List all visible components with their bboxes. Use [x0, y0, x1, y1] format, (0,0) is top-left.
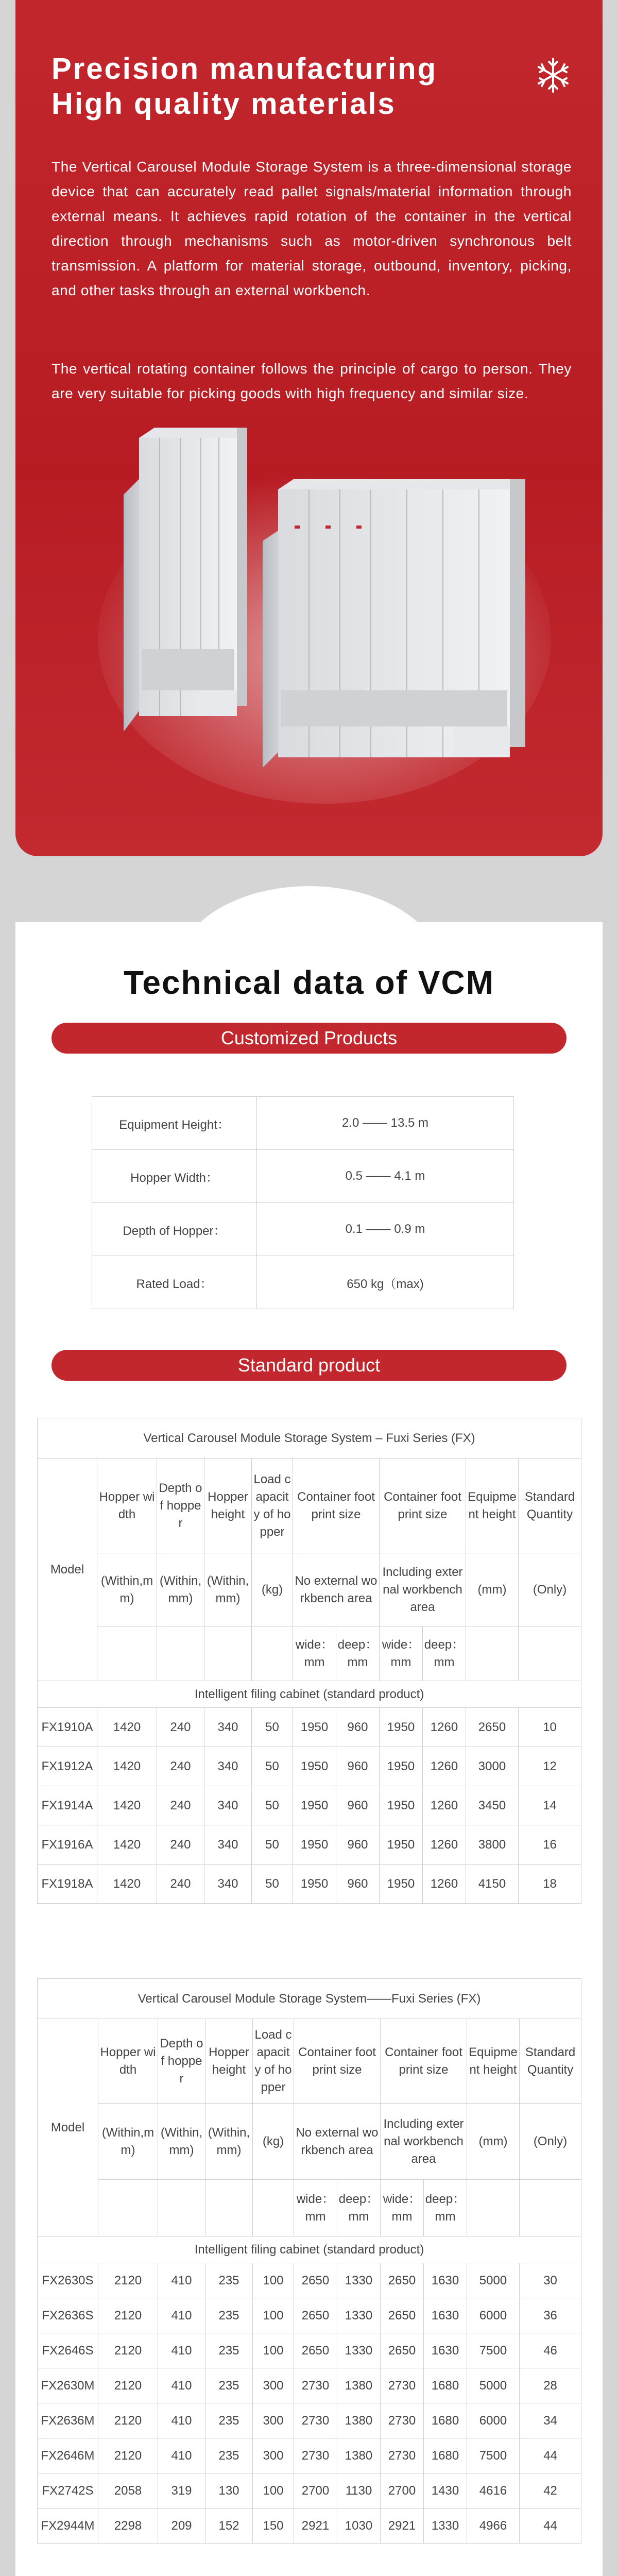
table-cell: 340	[204, 1786, 252, 1825]
table-cell: 2650	[294, 2333, 337, 2368]
dim-deep: deep：mm	[336, 1626, 380, 1681]
table-cell: 2120	[98, 2333, 158, 2368]
table-cell: 960	[336, 1825, 380, 1865]
table-cell: 1950	[293, 1708, 336, 1747]
header-model: Model	[38, 1459, 97, 1681]
table-cell: 960	[336, 1786, 380, 1825]
unit-hopper-height: (Within,mm)	[204, 1553, 252, 1626]
unit-load: (kg)	[253, 2104, 294, 2180]
table-cell: 152	[205, 2509, 253, 2544]
table-cell: 1950	[293, 1786, 336, 1825]
table-cell: 1380	[337, 2438, 381, 2473]
unit-standard-quantity: (Only)	[520, 2104, 581, 2180]
hero-description-secondary: The vertical rotating container follows the principle of cargo to person. They are very suitable for picking goods with high frequency and similar size.	[52, 361, 572, 401]
header-equipment-height: Equipment height	[467, 2019, 520, 2104]
table-cell: 1630	[424, 2298, 467, 2333]
table-row	[92, 1203, 514, 1256]
table-cell: 235	[205, 2333, 253, 2368]
unit-hopper-width: (Within,mm)	[98, 2104, 158, 2180]
dim-wide: wide：mm	[381, 2180, 424, 2236]
table-cell: 410	[158, 2403, 205, 2438]
table-row	[38, 1786, 581, 1825]
table-cell: 100	[253, 2473, 294, 2509]
header-depth: Depth of hopper	[157, 1459, 204, 1553]
table-row	[38, 1708, 581, 1747]
table-cell: 235	[205, 2403, 253, 2438]
carousel-product-image	[93, 422, 556, 804]
header-footprint-workbench: Container footprint size	[381, 2019, 467, 2104]
empty-cell	[252, 1626, 293, 1681]
table-cell: 50	[252, 1786, 293, 1825]
spec-value: 0.5 —— 4.1 m	[257, 1150, 514, 1203]
table-subcaption: Intelligent filing cabinet (standard product)	[38, 2236, 581, 2263]
table-cell: 319	[158, 2473, 205, 2509]
table-row	[38, 2473, 581, 2509]
table-row	[92, 1150, 514, 1203]
model-cell: FX2646S	[38, 2333, 98, 2368]
table-cell: 2120	[98, 2438, 158, 2473]
hero-title-line2: High quality materials	[52, 87, 396, 121]
table-cell: 300	[253, 2403, 294, 2438]
table-cell: 50	[252, 1865, 293, 1904]
table-cell: 340	[204, 1747, 252, 1786]
spec-key: Rated Load：	[92, 1256, 257, 1309]
table-cell: 4966	[467, 2509, 520, 2544]
table-cell: 6000	[467, 2403, 520, 2438]
unit-equipment-height: (mm)	[466, 1553, 519, 1626]
model-cell: FX1914A	[38, 1786, 97, 1825]
spec-value: 2.0 —— 13.5 m	[257, 1097, 514, 1150]
unit-footprint: No external workbench area	[293, 1553, 380, 1626]
table-cell: 1680	[424, 2438, 467, 2473]
header-footprint-workbench: Container footprint size	[380, 1459, 466, 1553]
header-standard-quantity: Standard Quantity	[520, 2019, 581, 2104]
header-load: Load capacity of hopper	[252, 1459, 293, 1553]
table-cell: 2650	[466, 1708, 519, 1747]
table-cell: 1260	[423, 1708, 466, 1747]
table-cell: 1950	[293, 1825, 336, 1865]
table-cell: 5000	[467, 2263, 520, 2298]
table-cell: 2120	[98, 2263, 158, 2298]
table-cell: 235	[205, 2298, 253, 2333]
table-cell: 1330	[337, 2298, 381, 2333]
table-cell: 1030	[337, 2509, 381, 2544]
table-cell: 2650	[294, 2298, 337, 2333]
unit-load: (kg)	[252, 1553, 293, 1626]
unit-equipment-height: (mm)	[467, 2104, 520, 2180]
table-cell: 2650	[381, 2333, 424, 2368]
table-cell: 209	[158, 2509, 205, 2544]
table-row	[38, 2333, 581, 2368]
table-cell: 2298	[98, 2509, 158, 2544]
table-cell: 2921	[381, 2509, 424, 2544]
table-cell: 240	[157, 1865, 204, 1904]
empty-cell	[97, 1626, 157, 1681]
model-cell: FX2742S	[38, 2473, 98, 2509]
empty-cell	[466, 1626, 519, 1681]
table-cell: 3800	[466, 1825, 519, 1865]
model-cell: FX2646M	[38, 2438, 98, 2473]
header-load: Load capacity of hopper	[253, 2019, 294, 2104]
table-cell: 14	[519, 1786, 581, 1825]
table-cell: 1950	[380, 1708, 423, 1747]
header-footprint: Container footprint size	[293, 1459, 380, 1553]
table-cell: 50	[252, 1825, 293, 1865]
table-cell: 410	[158, 2263, 205, 2298]
unit-footprint-workbench: Including external workbench area	[380, 1553, 466, 1626]
empty-cell	[157, 1626, 204, 1681]
dim-wide: wide：mm	[380, 1626, 423, 1681]
dim-deep: deep：mm	[424, 2180, 467, 2236]
model-cell: FX2636S	[38, 2298, 98, 2333]
section-title: Technical data of VCM	[123, 964, 495, 1001]
table-cell: 1380	[337, 2368, 381, 2403]
table-cell: 1260	[423, 1865, 466, 1904]
table-cell: 1420	[97, 1865, 157, 1904]
table-cell: 1260	[423, 1747, 466, 1786]
table-cell: 410	[158, 2298, 205, 2333]
model-cell: FX2636M	[38, 2403, 98, 2438]
spec-value: 650 kg（max)	[257, 1256, 514, 1309]
panel-notch	[178, 886, 440, 969]
table-cell: 1680	[424, 2403, 467, 2438]
table-cell: 2730	[294, 2438, 337, 2473]
header-hopper-width: Hopper width	[97, 1459, 157, 1553]
table-cell: 410	[158, 2438, 205, 2473]
header-hopper-height: Hopper height	[205, 2019, 253, 2104]
table-cell: 100	[253, 2263, 294, 2298]
hero-description: The Vertical Carousel Module Storage System is a three-dimensional storage device that can accurately read pallet signals/material information through external means. It achieves rapid rotation of the container in the vertical direction through mechanisms such as motor-driven synchronous belt transmission. A platform for material storage, outbound, inventory, picking, and other tasks through an external workbench.	[52, 159, 572, 298]
table-cell: 150	[253, 2509, 294, 2544]
table-cell: 1420	[97, 1708, 157, 1747]
table-cell: 2730	[381, 2403, 424, 2438]
table-cell: 2120	[98, 2403, 158, 2438]
spec-key: Equipment Height：	[92, 1097, 257, 1150]
model-cell: FX2630M	[38, 2368, 98, 2403]
table-row	[38, 1865, 581, 1904]
empty-cell	[98, 2180, 158, 2236]
hero-title-line1: Precision manufacturing	[52, 52, 438, 86]
dim-deep: deep：mm	[337, 2180, 381, 2236]
header-hopper-width: Hopper width	[98, 2019, 158, 2104]
table-cell: 1420	[97, 1747, 157, 1786]
table-cell: 240	[157, 1825, 204, 1865]
table-cell: 1950	[293, 1747, 336, 1786]
table-cell: 10	[519, 1708, 581, 1747]
table-cell: 100	[253, 2333, 294, 2368]
unit-hopper-width: (Within,mm)	[97, 1553, 157, 1626]
header-footprint: Container footprint size	[294, 2019, 381, 2104]
table-row	[92, 1256, 514, 1309]
dim-wide: wide：mm	[293, 1626, 336, 1681]
unit-footprint-workbench: Including external workbench area	[381, 2104, 467, 2180]
table-row	[38, 2298, 581, 2333]
table-cell: 2921	[294, 2509, 337, 2544]
model-cell: FX1910A	[38, 1708, 97, 1747]
unit-hopper-height: (Within,mm)	[205, 2104, 253, 2180]
table-row	[38, 2438, 581, 2473]
header-model: Model	[38, 2019, 98, 2236]
table-row	[38, 2263, 581, 2298]
standard-product-banner: Standard product	[52, 1350, 566, 1381]
table-row	[92, 1097, 514, 1150]
model-cell: FX1912A	[38, 1747, 97, 1786]
table-cell: 1330	[337, 2333, 381, 2368]
table-cell: 1630	[424, 2263, 467, 2298]
table-cell: 34	[520, 2403, 581, 2438]
table-cell: 2120	[98, 2298, 158, 2333]
table-cell: 960	[336, 1747, 380, 1786]
table-cell: 2058	[98, 2473, 158, 2509]
model-cell: FX1916A	[38, 1825, 97, 1865]
table-cell: 410	[158, 2368, 205, 2403]
table-cell: 42	[520, 2473, 581, 2509]
table-cell: 235	[205, 2438, 253, 2473]
table-cell: 340	[204, 1865, 252, 1904]
customized-products-banner: Customized Products	[52, 1023, 566, 1054]
empty-cell	[158, 2180, 205, 2236]
table-cell: 30	[520, 2263, 581, 2298]
table-cell: 235	[205, 2263, 253, 2298]
table-cell: 50	[252, 1708, 293, 1747]
table-cell: 46	[520, 2333, 581, 2368]
table-cell: 12	[519, 1747, 581, 1786]
empty-cell	[205, 2180, 253, 2236]
customized-spec-table	[92, 1096, 514, 1309]
hero-banner	[15, 0, 603, 856]
table-cell: 7500	[467, 2333, 520, 2368]
table-cell: 18	[519, 1865, 581, 1904]
table-cell: 2700	[294, 2473, 337, 2509]
table-cell: 340	[204, 1825, 252, 1865]
table-cell: 240	[157, 1786, 204, 1825]
standard-table-1	[37, 1418, 581, 1904]
table-cell: 1630	[424, 2333, 467, 2368]
table-cell: 3450	[466, 1786, 519, 1825]
table-cell: 340	[204, 1708, 252, 1747]
table-cell: 2120	[98, 2368, 158, 2403]
header-standard-quantity: Standard Quantity	[519, 1459, 581, 1553]
table-cell: 5000	[467, 2368, 520, 2403]
table-cell: 36	[520, 2298, 581, 2333]
table-cell: 3000	[466, 1747, 519, 1786]
table-cell: 300	[253, 2368, 294, 2403]
header-depth: Depth of hopper	[158, 2019, 205, 2104]
table-cell: 1420	[97, 1825, 157, 1865]
table-cell: 1330	[424, 2509, 467, 2544]
table-cell: 1430	[424, 2473, 467, 2509]
table-cell: 2730	[294, 2403, 337, 2438]
hero-title	[52, 52, 515, 122]
unit-depth: (Within,mm)	[157, 1553, 204, 1626]
empty-cell	[253, 2180, 294, 2236]
table-cell: 1260	[423, 1786, 466, 1825]
table-cell: 4150	[466, 1865, 519, 1904]
table-cell: 50	[252, 1747, 293, 1786]
model-cell: FX1918A	[38, 1865, 97, 1904]
table-cell: 1950	[380, 1747, 423, 1786]
table-cell: 1680	[424, 2368, 467, 2403]
empty-cell	[467, 2180, 520, 2236]
empty-cell	[519, 1626, 581, 1681]
table-cell: 240	[157, 1708, 204, 1747]
table-caption: Vertical Carousel Module Storage System – Fuxi Series (FX)	[38, 1418, 581, 1459]
table-cell: 235	[205, 2368, 253, 2403]
table-cell: 1260	[423, 1825, 466, 1865]
model-cell: FX2630S	[38, 2263, 98, 2298]
standard-table-2	[37, 1978, 581, 2544]
unit-standard-quantity: (Only)	[519, 1553, 581, 1626]
table-cell: 240	[157, 1747, 204, 1786]
table-cell: 1380	[337, 2403, 381, 2438]
table-cell: 300	[253, 2438, 294, 2473]
unit-depth: (Within,mm)	[158, 2104, 205, 2180]
empty-cell	[520, 2180, 581, 2236]
table-cell: 28	[520, 2368, 581, 2403]
table-cell: 960	[336, 1865, 380, 1904]
empty-cell	[204, 1626, 252, 1681]
table-caption: Vertical Carousel Module Storage System——Fuxi Series (FX)	[38, 1979, 581, 2019]
snowflake-icon	[535, 57, 572, 94]
table-cell: 6000	[467, 2298, 520, 2333]
header-equipment-height: Equipment height	[466, 1459, 519, 1553]
table-cell: 2730	[294, 2368, 337, 2403]
table-cell: 1950	[380, 1786, 423, 1825]
spec-key: Depth of Hopper：	[92, 1203, 257, 1256]
table-cell: 100	[253, 2298, 294, 2333]
table-cell: 410	[158, 2333, 205, 2368]
table-cell: 2650	[294, 2263, 337, 2298]
table-row	[38, 2403, 581, 2438]
table-row	[38, 1747, 581, 1786]
table-cell: 44	[520, 2438, 581, 2473]
table-subcaption: Intelligent filing cabinet (standard product)	[38, 1681, 581, 1708]
table-row	[38, 2509, 581, 2544]
table-cell: 16	[519, 1825, 581, 1865]
table-cell: 1130	[337, 2473, 381, 2509]
table-cell: 4616	[467, 2473, 520, 2509]
table-cell: 2650	[381, 2263, 424, 2298]
table-row	[38, 1825, 581, 1865]
spec-value: 0.1 —— 0.9 m	[257, 1203, 514, 1256]
table-cell: 1950	[293, 1865, 336, 1904]
table-cell: 2650	[381, 2298, 424, 2333]
dim-wide: wide：mm	[294, 2180, 337, 2236]
table-cell: 2730	[381, 2368, 424, 2403]
table-cell: 960	[336, 1708, 380, 1747]
table-row	[38, 2368, 581, 2403]
table-cell: 7500	[467, 2438, 520, 2473]
table-cell: 2700	[381, 2473, 424, 2509]
header-hopper-height: Hopper height	[204, 1459, 252, 1553]
table-cell: 2730	[381, 2438, 424, 2473]
table-cell: 1420	[97, 1786, 157, 1825]
dim-deep: deep：mm	[423, 1626, 466, 1681]
unit-footprint: No external workbench area	[294, 2104, 381, 2180]
table-cell: 1330	[337, 2263, 381, 2298]
model-cell: FX2944M	[38, 2509, 98, 2544]
table-cell: 1950	[380, 1825, 423, 1865]
spec-key: Hopper Width：	[92, 1150, 257, 1203]
table-cell: 44	[520, 2509, 581, 2544]
table-cell: 130	[205, 2473, 253, 2509]
table-cell: 1950	[380, 1865, 423, 1904]
